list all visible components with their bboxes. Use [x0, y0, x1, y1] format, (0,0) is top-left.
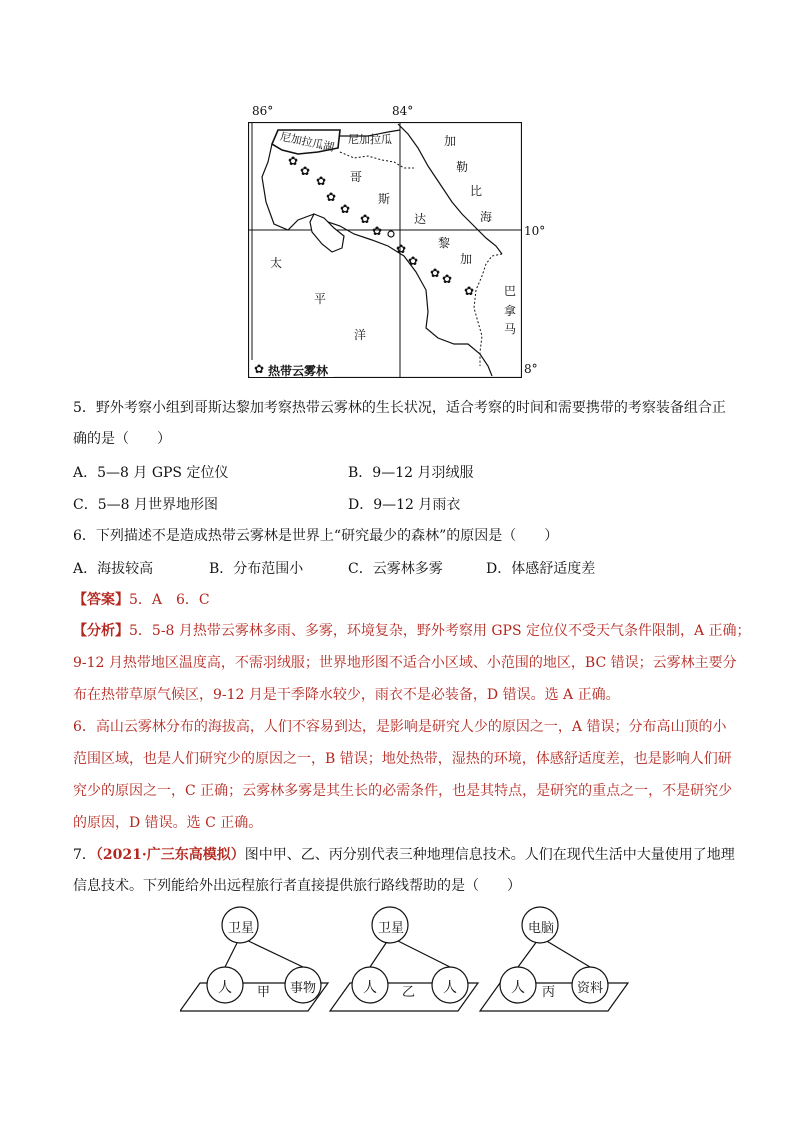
lon-86-label: 86° [252, 104, 274, 118]
costa-char: 达 [414, 212, 427, 226]
forest-symbol: ✿ [396, 242, 407, 256]
q5-option-c: C．5—8 月世界地形图 [73, 497, 218, 513]
sea-char: 海 [480, 210, 493, 224]
q5-stem-line2: 确的是（ ） [73, 431, 171, 447]
pacific-char: 洋 [354, 328, 367, 342]
q7-line1 [73, 845, 735, 865]
sea-char: 加 [444, 134, 457, 148]
diagram1-mid: 甲 [257, 985, 271, 1000]
forest-symbol: ✿ [288, 154, 299, 168]
analysis-line1 [73, 621, 751, 641]
analysis-text: 5．5-8 月热带云雾林多雨、多雾，环境复杂，野外考察用 GPS 定位仪不受天气条件限制，A 正确； [129, 623, 751, 639]
q7-number: 7． [73, 847, 96, 863]
diagram1-top: 卫星 [228, 921, 255, 936]
costa-char: 斯 [378, 192, 391, 206]
q6-option-d: D．体感舒适度差 [486, 561, 596, 577]
forest-symbol: ✿ [360, 212, 371, 226]
answer-text: 5．A 6．C [129, 592, 210, 608]
q6-option-b: B．分布范围小 [209, 561, 304, 577]
forest-symbol: ✿ [464, 284, 475, 298]
costa-rica-map [248, 122, 522, 378]
q5-option-a: A．5—8 月 GPS 定位仪 [73, 465, 229, 481]
q6-option-c: C．云雾林多雾 [348, 561, 443, 577]
analysis-line7: 的原因，D 错误。选 C 正确。 [73, 815, 263, 831]
nicaragua-label: 尼加拉瓜 [348, 133, 392, 146]
pacific-char: 平 [314, 292, 327, 306]
sea-char: 勒 [456, 160, 469, 174]
forest-symbol: ✿ [316, 174, 327, 188]
diagram3-top: 电脑 [528, 921, 555, 936]
sea-char: 比 [470, 184, 483, 198]
forest-symbol: ✿ [430, 266, 441, 280]
diagram1-right: 事物 [290, 981, 317, 996]
q6-option-a: A．海拔较高 [73, 561, 154, 577]
panama-char: 拿 [504, 304, 517, 318]
forest-symbol: ✿ [300, 164, 311, 178]
lat-10-label: 10° [524, 224, 546, 238]
diagram2-left: 人 [363, 980, 377, 996]
diagram2-top: 卫星 [378, 921, 405, 936]
diagram3-left: 人 [511, 980, 525, 996]
forest-symbol: ✿ [408, 254, 419, 268]
lat-8-label: 8° [524, 362, 538, 376]
forest-symbol: ✿ [326, 190, 337, 204]
lake-label: 尼加拉瓜湖 [278, 129, 336, 155]
q7-line2: 信息技术。下列能给外出远程旅行者直接提供旅行路线帮助的是（ ） [73, 878, 521, 894]
analysis-line6: 究少的原因之一，C 正确；云雾林多雾是其生长的必需条件，也是其特点，是研究的重点之一，不是研究少 [73, 783, 733, 799]
gis-diagram [180, 905, 630, 1025]
pacific-char: 太 [270, 256, 283, 270]
q5-stem-line1: 5．野外考察小组到哥斯达黎加考察热带云雾林的生长状况，适合考察的时间和需要携带的考察装备组合正 [73, 400, 726, 416]
legend-symbol: ✿ [254, 362, 265, 376]
q5-option-d: D．9—12 月雨衣 [348, 497, 461, 513]
costa-char: 加 [460, 252, 473, 266]
panama-char: 巴 [504, 284, 517, 298]
diagram3-right: 资料 [577, 981, 604, 996]
q7-text1: 图中甲、乙、丙分别代表三种地理信息技术。人们在现代生活中大量使用了地理 [244, 847, 735, 863]
diagram3-mid: 丙 [542, 985, 556, 1000]
q7-source: （2021·广三东高模拟） [95, 847, 245, 863]
answer-tag: 【答案】 [73, 592, 129, 608]
legend-label: 热带云雾林 [268, 364, 329, 378]
diagram2-mid: 乙 [402, 985, 416, 1000]
q6-stem: 6．下列描述不是造成热带云雾林是世界上“研究最少的森林”的原因是（ ） [73, 528, 559, 544]
answer-line [73, 590, 210, 610]
analysis-line5: 范围区域，也是人们研究少的原因之一，B 错误；地处热带，湿热的环境，体感舒适度差，也是影响人们研 [73, 751, 732, 767]
analysis-line2: 9-12 月热带地区温度高，不需羽绒服；世界地形图不适合小区域、小范围的地区，BC 错误；云雾林主要分 [73, 655, 737, 671]
forest-symbol: ✿ [442, 272, 453, 286]
lon-84-label: 84° [392, 104, 414, 118]
analysis-tag: 【分析】 [73, 623, 129, 639]
forest-symbol: ✿ [340, 202, 351, 216]
panama-char: 马 [504, 322, 517, 336]
q5-option-b: B．9—12 月羽绒服 [348, 465, 474, 481]
analysis-line4: 6．高山云雾林分布的海拔高，人们不容易到达，是影响是研究人少的原因之一，A 错误；分布高山顶的小 [73, 719, 727, 735]
forest-symbol: ✿ [372, 224, 383, 238]
costa-char: 黎 [438, 236, 451, 250]
diagram1-left: 人 [218, 980, 232, 996]
costa-char: 哥 [350, 170, 363, 184]
analysis-line3: 布在热带草原气候区，9-12 月是干季降水较少，雨衣不是必装备，D 错误。选 A 正确。 [73, 687, 620, 703]
diagram2-right: 人 [443, 980, 457, 996]
